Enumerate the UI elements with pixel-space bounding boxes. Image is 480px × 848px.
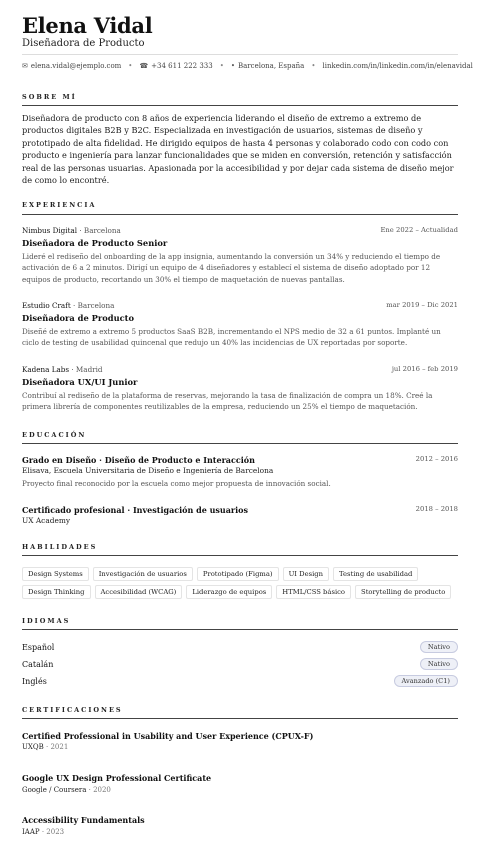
job-title: Diseñadora de Producto Senior: [22, 238, 168, 248]
certification-meta: UXQB · 2021: [22, 743, 69, 751]
job-description: Diseñé de extremo a extremo 5 productos SaaS B2B, incrementando el NPS medio de 32 a 61 puntos. Implanté un ciclo de testing de usabilidad quincenal que redujo un 40% las incidencias de UX reportadas por soporte.: [22, 327, 441, 348]
phone-icon: ☎: [139, 62, 149, 70]
certification-year: 2021: [50, 743, 69, 751]
job-location: Barcelona: [83, 226, 121, 235]
skill-tag: Design Systems: [22, 567, 89, 581]
section-title-languages: IDIOMAS: [22, 617, 71, 625]
certification-name: Certified Professional in Usability and User Experience (CPUX-F): [22, 731, 314, 741]
skill-tag: Storytelling de producto: [355, 585, 451, 599]
separator-dot: •: [219, 62, 224, 70]
skill-tag: Testing de usabilidad: [333, 567, 418, 581]
contact-phone[interactable]: [139, 62, 212, 70]
job-dates: jul 2016 – feb 2019: [391, 365, 458, 373]
contact-email-text: elena.vidal@ejemplo.com: [30, 62, 122, 70]
language-name: Catalán: [22, 659, 54, 669]
job-description: Contribuí al rediseño de la plataforma de reservas, mejorando la tasa de finalización de compra un 18%. Creé la primera librería de componentes reutilizables de la empresa, reduciendo un 25% el tiempo de maquetación.: [22, 391, 433, 412]
certification-name: Accessibility Fundamentals: [22, 815, 145, 825]
job-dates: Ene 2022 – Actualidad: [380, 226, 458, 234]
certification-issuer: IAAP: [22, 828, 40, 836]
education-degree: Grado en Diseño · Diseño de Producto e Interacción: [22, 455, 255, 465]
job-company: Estudio Craft: [22, 301, 71, 310]
language-row: [22, 675, 458, 687]
language-level-badge: Nativo: [420, 658, 458, 670]
contact-bar: [22, 60, 473, 72]
job-title: Diseñadora UX/UI Junior: [22, 377, 138, 387]
language-level-badge: Nativo: [420, 641, 458, 653]
contact-linkedin[interactable]: [322, 62, 472, 70]
about-text: Diseñadora de producto con 8 años de experiencia liderando el diseño de extremo a extremo de productos digitales B2B y B2C. Especializada en investigación de usuarios, sistemas de diseño y prototipado de alta fidelidad. He dirigido equipos de hasta 4 personas y colaborado codo con codo con producto e ingeniería para lanzar funcionalidades que se miden en conversión, retención y satisfacción real de las personas usuarias. Apasionada por la accesibilidad y por dejar cada sistema de diseño mejor de como lo encontré.: [22, 113, 454, 186]
language-name: Español: [22, 642, 55, 652]
certification-year: 2020: [93, 786, 111, 794]
education-degree-row: [22, 505, 458, 515]
education-degree: Certificado profesional · Investigación de usuarios: [22, 505, 248, 515]
job-meta: Kadena Labs · Madrid jul 2016 – feb 2019: [22, 365, 458, 374]
certification-meta: Google / Coursera · 2020: [22, 786, 111, 794]
mail-icon: ✉: [22, 62, 28, 70]
education-degree-row: [22, 455, 458, 465]
candidate-role: Diseñadora de Producto: [22, 38, 145, 49]
header-divider: [22, 54, 458, 55]
section-divider: [22, 105, 458, 106]
certification-year: 2023: [46, 828, 65, 836]
education-school: UX Academy: [22, 516, 71, 525]
section-divider: [22, 629, 458, 630]
section-title-education: EDUCACIÓN: [22, 431, 87, 439]
job-title: Diseñadora de Producto: [22, 313, 135, 323]
contact-phone-text: +34 611 222 333: [151, 62, 213, 70]
language-level-badge: Avanzado (C1): [394, 675, 458, 687]
skills-list: [22, 567, 458, 599]
section-divider: [22, 555, 458, 556]
certification-issuer: Google / Coursera: [22, 786, 87, 794]
job-company: Nimbus Digital: [22, 226, 78, 235]
section-title-about: SOBRE MÍ: [22, 93, 77, 101]
skill-tag: Prototipado (Figma): [197, 567, 279, 581]
certification-name: Google UX Design Professional Certificate: [22, 773, 212, 783]
skill-tag: Investigación de usuarios: [93, 567, 193, 581]
job-location: Madrid: [75, 365, 103, 374]
certification-meta: IAAP · 2023: [22, 828, 65, 836]
language-name: Inglés: [22, 676, 47, 686]
skill-tag: Liderazgo de equipos: [186, 585, 272, 599]
contact-location: [231, 62, 305, 70]
job-dates: mar 2019 – Dic 2021: [386, 301, 458, 309]
job-location: Barcelona: [77, 301, 115, 310]
job-meta: Nimbus Digital · Barcelona Ene 2022 – Actualidad: [22, 226, 458, 235]
education-school: Elisava, Escuela Universitaria de Diseño e Ingeniería de Barcelona: [22, 466, 274, 475]
job-company: Kadena Labs: [22, 365, 70, 374]
section-divider: [22, 718, 458, 719]
skill-tag: HTML/CSS básico: [276, 585, 351, 599]
education-dates: 2012 – 2016: [415, 455, 458, 463]
skill-tag: Accesibilidad (WCAG): [95, 585, 183, 599]
education-dates: 2018 – 2018: [415, 505, 458, 513]
section-title-experience: EXPERIENCIA: [22, 201, 97, 209]
section-title-certifications: CERTIFICACIONES: [22, 706, 123, 714]
contact-linkedin-text: linkedin.com/in/linkedin.com/in/elenavidal: [322, 62, 473, 70]
contact-location-text: Barcelona, España: [237, 62, 305, 70]
contact-email[interactable]: [22, 62, 121, 70]
job-meta: Estudio Craft · Barcelona mar 2019 – Dic 2021: [22, 301, 458, 310]
education-note: Proyecto final reconocido por la escuela como mejor propuesta de innovación social.: [22, 479, 331, 488]
language-row: [22, 658, 458, 670]
separator-dot: •: [128, 62, 133, 70]
language-row: [22, 641, 458, 653]
candidate-name: Elena Vidal: [22, 13, 153, 38]
skill-tag: Design Thinking: [22, 585, 91, 599]
separator-dot: •: [311, 62, 316, 70]
section-divider: [22, 214, 458, 215]
section-divider: [22, 443, 458, 444]
location-icon: •: [230, 62, 235, 70]
section-title-skills: HABILIDADES: [22, 543, 98, 551]
certification-issuer: UXQB: [22, 743, 44, 751]
job-description: Lideré el rediseño del onboarding de la app insignia, aumentando la conversión un 34% y reduciendo el tiempo de activación de 6 a 2 minutos. Dirigí un equipo de 4 diseñadores y establecí el sistema de diseño adoptado por 12 equipos de producto, recortando un 30% el tiempo de maquetación de nuevas pantallas.: [22, 252, 441, 284]
skill-tag: UI Design: [283, 567, 329, 581]
